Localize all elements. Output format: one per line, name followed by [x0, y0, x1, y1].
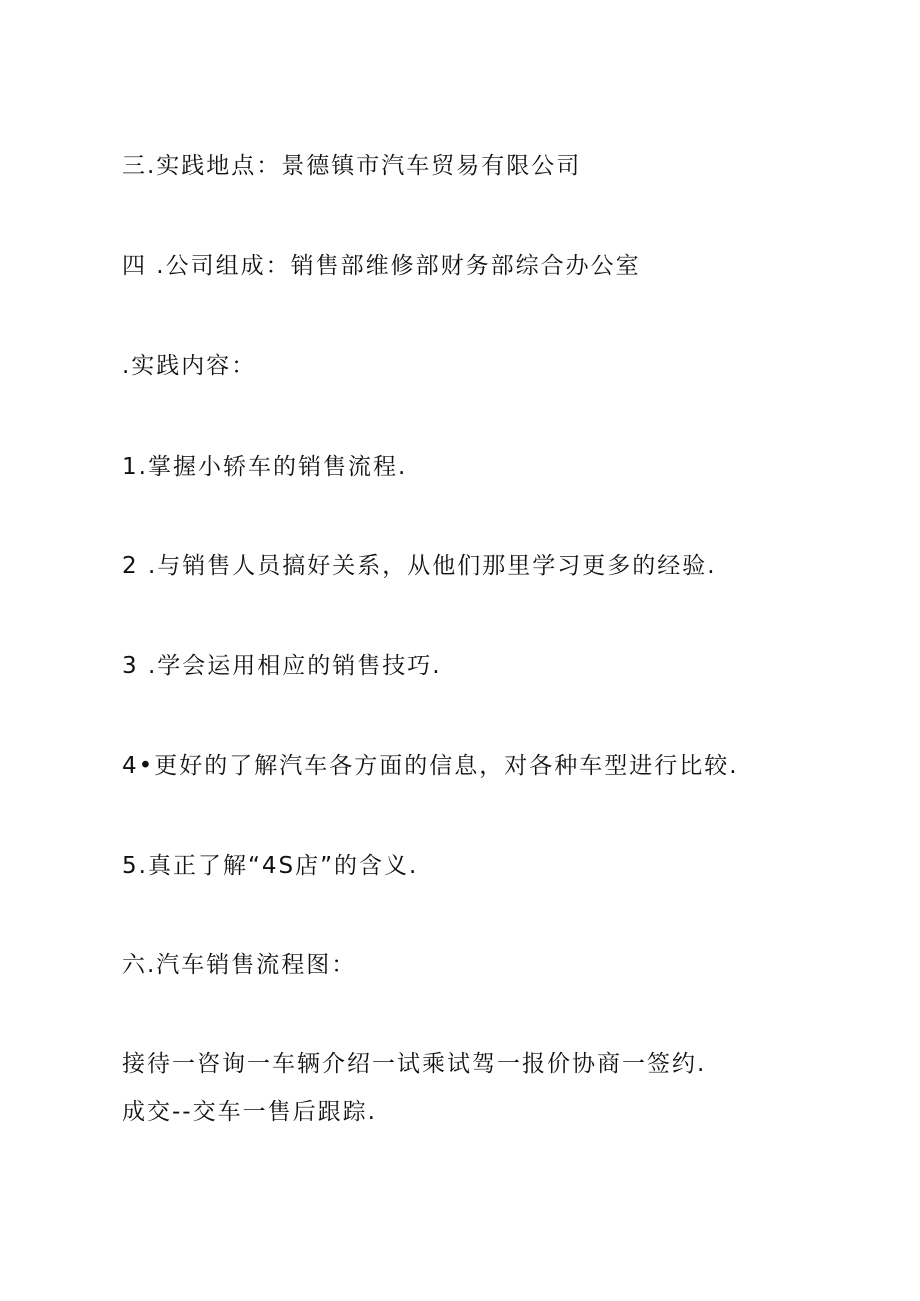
content-item-3: 3 .学会运用相应的销售技巧.: [122, 653, 442, 679]
content-item-4: 4•更好的了解汽车各方面的信息，对各种车型进行比较.: [122, 753, 739, 779]
practice-content-heading: .实践内容：: [122, 353, 257, 379]
sales-flow-line-2: 成交--交车一售后跟踪.: [122, 1099, 377, 1125]
content-item-1: 1.掌握小轿车的销售流程.: [122, 454, 408, 480]
practice-location-line: 三.实践地点：景德镇市汽车贸易有限公司: [122, 153, 582, 179]
sales-flow-line-1: 接待一咨询一车辆介绍一试乘试驾一报价协商一签约.: [122, 1051, 707, 1077]
content-item-2: 2 .与销售人员搞好关系，从他们那里学习更多的经验.: [122, 553, 717, 579]
sales-flow-heading: 六.汽车销售流程图：: [122, 952, 357, 978]
content-item-5: 5.真正了解“4S店”的含义.: [122, 853, 419, 879]
company-structure-line: 四 .公司组成：销售部维修部财务部综合办公室: [122, 253, 641, 279]
